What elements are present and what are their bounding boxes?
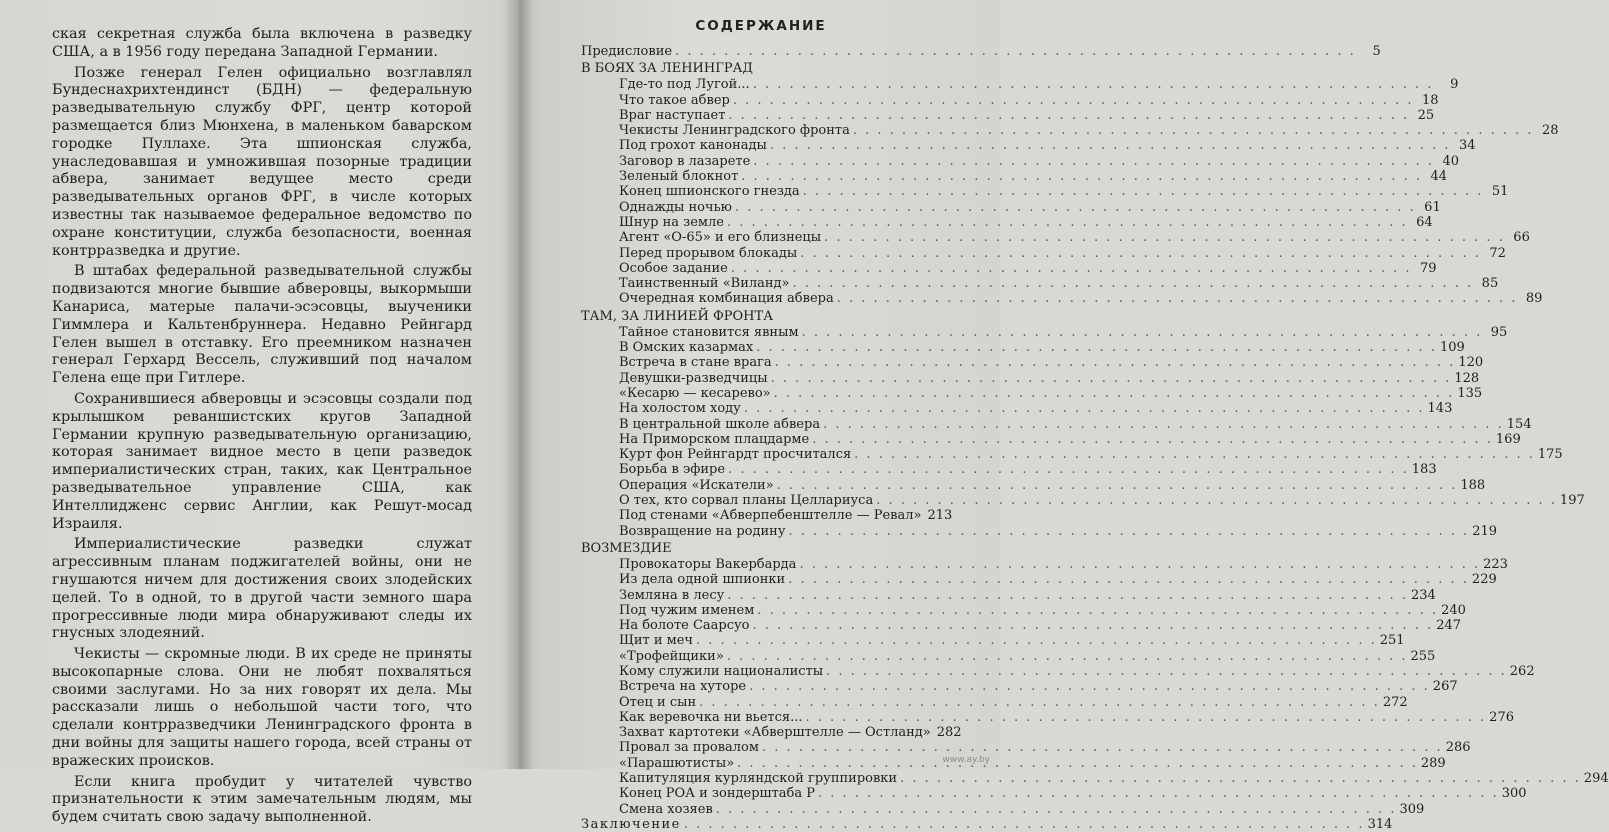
toc-entry-title: «Кесарю — кесарево» bbox=[619, 385, 771, 401]
toc-entry-page: 154 bbox=[1506, 416, 1532, 432]
toc-entry bbox=[581, 324, 1508, 340]
toc-leader-dots bbox=[684, 817, 1365, 832]
toc-entry-page: 66 bbox=[1513, 230, 1530, 246]
toc-entry-title: В центральной школе абвера bbox=[619, 416, 821, 432]
toc-entry-page: 294 bbox=[1583, 771, 1609, 787]
toc-entry-title: Щит и меч bbox=[619, 633, 694, 649]
toc-entry bbox=[581, 169, 1447, 185]
toc-entry-title: Провал за провалом bbox=[619, 740, 759, 756]
toc-entry-page: 9 bbox=[1450, 77, 1459, 93]
paragraph: Если книга пробудит у читателей чувство признательности к этим замечательным людям, мы будем считать свою задачу выполненной. bbox=[52, 773, 472, 826]
toc-entry-title: Встреча на хуторе bbox=[619, 679, 747, 695]
toc-entry bbox=[581, 508, 953, 524]
toc-entry bbox=[581, 138, 1476, 154]
toc-entry-title: Кому служили националисты bbox=[619, 663, 824, 679]
toc-entry bbox=[581, 214, 1433, 230]
toc-entry-page: 234 bbox=[1410, 587, 1436, 603]
toc-leader-dots bbox=[788, 524, 1469, 539]
toc-leader-dots bbox=[756, 340, 1437, 355]
toc-entry-page: 314 bbox=[1367, 816, 1393, 832]
toc-entry bbox=[581, 618, 1462, 634]
paragraph: В штабах федеральной разведывательной службы подвизаются многие бывшие абверовцы, выкормыши Канариса, матерые палачи-эсэсовцы, выученики Гиммлера и Кальтенбруннера. Недавно Рейнгард Гелен вышел в отставку. Его преемником назначен генерал Герхард Вессель, служивший под началом Гелена еще при Гитлере. bbox=[52, 263, 472, 387]
toc-entry-title: Из дела одной шпионки bbox=[619, 572, 786, 588]
toc-entry bbox=[581, 199, 1441, 215]
toc-entry bbox=[581, 801, 1425, 817]
toc-entry bbox=[581, 153, 1459, 169]
toc-leader-dots bbox=[793, 276, 1474, 291]
toc-entry-conclusion bbox=[581, 816, 1393, 832]
toc-entry-page: 251 bbox=[1379, 633, 1405, 649]
toc-entry-page: 44 bbox=[1430, 169, 1447, 185]
toc-entry bbox=[581, 771, 1609, 787]
toc-entry-title: Под чужим именем bbox=[619, 602, 755, 618]
toc-leader-dots bbox=[777, 478, 1458, 493]
toc-entry-title: Шнур на земле bbox=[619, 214, 724, 230]
toc-entry-page: 286 bbox=[1445, 740, 1471, 756]
toc-entry-title: Капитуляция курляндской группировки bbox=[619, 771, 898, 787]
toc-entry bbox=[581, 477, 1486, 493]
toc-leader-dots bbox=[696, 633, 1377, 648]
toc-leader-dots bbox=[727, 215, 1408, 230]
toc-entry-page: 219 bbox=[1472, 523, 1498, 539]
toc-leader-dots bbox=[731, 261, 1412, 276]
toc-entry-title: Конец РОА и зондерштаба Р bbox=[619, 786, 816, 802]
toc-entry-title: Конец шпионского гнезда bbox=[619, 184, 800, 200]
toc-entry bbox=[581, 648, 1436, 664]
toc-entry bbox=[581, 633, 1405, 649]
toc-entry-title: Чекисты Ленинградского фронта bbox=[619, 123, 850, 139]
toc-entry-title: Очередная комбинация абвера bbox=[619, 291, 834, 307]
toc-entry-page: 255 bbox=[1410, 648, 1436, 664]
toc-entry-page: 128 bbox=[1454, 370, 1480, 386]
toc-entry-page: 34 bbox=[1459, 138, 1476, 154]
toc-leader-dots bbox=[741, 169, 1422, 184]
toc-entry-page: 18 bbox=[1422, 92, 1439, 108]
toc-entry-page: 79 bbox=[1420, 260, 1437, 276]
toc-entry-title: Борьба в эфире bbox=[619, 462, 726, 478]
toc-entry bbox=[581, 587, 1436, 603]
toc-entry-title: Операция «Искатели» bbox=[619, 477, 774, 493]
toc-entry-page: 276 bbox=[1489, 709, 1514, 725]
toc-entry-title: Под грохот канонады bbox=[619, 138, 767, 154]
toc-entry bbox=[581, 556, 1508, 572]
toc-entry-page: 85 bbox=[1481, 276, 1499, 292]
toc-entry-title: Курт фон Рейнгардт просчитался bbox=[619, 447, 852, 463]
toc-entry-title: Захват картотеки «Абверштелле — Остланд» bbox=[619, 725, 931, 741]
toc-entry-title: Особое задание bbox=[619, 260, 728, 276]
toc-entry-title: Перед прорывом блокады bbox=[619, 245, 798, 261]
toc-entry bbox=[581, 291, 1543, 307]
toc-entry-page: 262 bbox=[1509, 663, 1535, 679]
toc-entry-page: 64 bbox=[1416, 214, 1433, 230]
toc-entry bbox=[581, 77, 1459, 93]
toc-entry-page: 229 bbox=[1471, 572, 1497, 588]
toc-leader-dots bbox=[770, 138, 1451, 153]
toc-entry bbox=[581, 523, 1498, 539]
toc-entry bbox=[581, 230, 1530, 246]
toc-entry-page: 143 bbox=[1427, 401, 1453, 417]
toc-section-heading: В БОЯХ ЗА ЛЕНИНГРАД bbox=[581, 61, 753, 77]
toc-entry-page: 51 bbox=[1491, 184, 1509, 200]
toc-leader-dots bbox=[900, 771, 1581, 786]
watermark: www.ay.by bbox=[942, 755, 990, 765]
toc-entry bbox=[581, 572, 1497, 588]
toc-entry bbox=[581, 447, 1563, 463]
toc-entry bbox=[581, 462, 1437, 478]
toc-leader-dots bbox=[800, 246, 1481, 261]
toc-entry-page: 5 bbox=[1372, 44, 1381, 59]
toc-entry bbox=[581, 340, 1465, 356]
toc-entry-page: 135 bbox=[1457, 385, 1483, 401]
toc-entry-title: Что такое абвер bbox=[619, 92, 730, 108]
toc-entry-page: 25 bbox=[1417, 107, 1435, 123]
paragraph: ская секретная служба была включена в разведку США, а в 1956 году передана Западной Германии. bbox=[52, 26, 472, 60]
toc-leader-dots bbox=[824, 230, 1505, 245]
toc-entry-title: «Трофейщики» bbox=[619, 648, 724, 664]
toc-entry-page: 272 bbox=[1382, 694, 1408, 710]
toc-entry bbox=[581, 431, 1521, 447]
toc-entry-title: Где-то под Лугой... bbox=[619, 77, 750, 93]
toc-leader-dots bbox=[774, 386, 1455, 401]
toc-entry-page: 188 bbox=[1460, 477, 1486, 493]
toc-entry-title: Как веревочка ни вьется... bbox=[619, 709, 803, 725]
toc-leader-dots bbox=[812, 432, 1493, 447]
toc-leader-dots bbox=[757, 603, 1438, 618]
toc-title: СОДЕРЖАНИЕ bbox=[695, 18, 827, 34]
toc-leader-dots bbox=[733, 93, 1414, 108]
toc-section-heading: ТАМ, ЗА ЛИНИЕЙ ФРОНТА bbox=[581, 308, 774, 324]
toc-entry-page: 197 bbox=[1559, 493, 1585, 509]
toc-leader-dots bbox=[727, 588, 1408, 603]
toc-leader-dots bbox=[771, 371, 1452, 386]
toc-entry-title: Отец и сын bbox=[619, 694, 697, 710]
toc-entry-page: 72 bbox=[1489, 245, 1506, 261]
toc-entry-title: Предисловие bbox=[581, 44, 673, 59]
toc-entry bbox=[581, 276, 1499, 292]
toc-entry-title: Однажды ночью bbox=[619, 199, 733, 215]
toc-entry-title: О тех, кто сорвал планы Целлариуса bbox=[619, 493, 874, 509]
toc-entry-page: 169 bbox=[1495, 431, 1521, 447]
toc-entry bbox=[581, 663, 1535, 679]
toc-entry-title: Враг наступает bbox=[619, 107, 726, 123]
toc-entry bbox=[581, 107, 1435, 123]
toc-leader-dots bbox=[799, 557, 1480, 572]
toc-entry bbox=[581, 92, 1439, 108]
toc-leader-dots bbox=[749, 679, 1430, 694]
paragraph: Империалистические разведки служат агрессивным планам поджигателей войны, они не гнушаются ничем для достижения своих злодейских целей. То в одной, то в другой части земного шара прогрессивные люди мира обнаруживают следы их гнусных злодеяний. bbox=[52, 536, 472, 642]
toc-entry bbox=[581, 260, 1437, 276]
toc-leader-dots bbox=[735, 200, 1416, 215]
toc-entry bbox=[581, 123, 1559, 139]
toc-leader-dots bbox=[788, 572, 1469, 587]
toc-entry bbox=[581, 679, 1458, 695]
toc-entry-title: Смена хозяев bbox=[619, 801, 713, 817]
left-page bbox=[52, 26, 472, 827]
toc-section-heading: ВОЗМЕЗДИЕ bbox=[581, 540, 672, 556]
toc-entry bbox=[581, 709, 1514, 725]
toc-entry-page: 109 bbox=[1439, 340, 1465, 356]
toc-leader-dots bbox=[753, 154, 1434, 169]
toc-entry-title: Девушки-разведчицы bbox=[619, 370, 768, 386]
toc-entry-page: 95 bbox=[1490, 324, 1508, 340]
toc-entry-title: «Парашютисты» bbox=[619, 755, 735, 771]
toc-leader-dots bbox=[854, 447, 1535, 462]
toc-leader-dots bbox=[775, 355, 1456, 370]
toc-leader-dots bbox=[753, 77, 1434, 92]
toc-leader-dots bbox=[876, 493, 1557, 508]
book-gutter bbox=[505, 0, 533, 769]
toc-leader-dots bbox=[728, 462, 1409, 477]
toc-entry-page: 289 bbox=[1420, 755, 1446, 771]
toc-entry-title: На болоте Саарсуо bbox=[619, 618, 750, 634]
toc-entry-title: Таинственный «Виланд» bbox=[619, 276, 790, 292]
toc-entry-title: Тайное становится явным bbox=[619, 324, 799, 340]
toc-entry bbox=[581, 370, 1480, 386]
toc-leader-dots bbox=[823, 417, 1504, 432]
toc-leader-dots bbox=[802, 325, 1483, 340]
toc-leader-dots bbox=[699, 695, 1380, 710]
toc-entry bbox=[581, 245, 1506, 261]
toc-entry bbox=[581, 786, 1527, 802]
toc-entry-page: 247 bbox=[1436, 618, 1462, 634]
paragraph: Чекисты — скромные люди. В их среде не приняты высокопарные слова. Они не любят похваляться своими заслугами. Но за них говорят их дела. Мы рассказали лишь о небольшой части того, что сделали контрразведчики Ленинградского фронта в дни войны для защиты нашего города, всей страны от вражеских происков. bbox=[52, 646, 472, 769]
toc-entry-page: 183 bbox=[1411, 462, 1437, 478]
toc-entry-page: 267 bbox=[1432, 679, 1458, 695]
toc-entry bbox=[581, 493, 1585, 509]
toc-leader-dots bbox=[803, 184, 1484, 199]
toc-leader-dots bbox=[762, 740, 1443, 755]
toc-entry-page: 175 bbox=[1537, 447, 1563, 463]
toc-entry-title: В Омских казармах bbox=[619, 340, 754, 356]
toc-leader-dots bbox=[805, 710, 1486, 725]
toc-entry-title: На Приморском плацдарме bbox=[619, 431, 810, 447]
toc-leader-dots bbox=[826, 664, 1507, 679]
toc-entry-page: 300 bbox=[1501, 786, 1527, 802]
paragraph: Сохранившиеся абверовцы и эсэсовцы создали под крылышком реваншистских кругов Западной Германии крупную разведывательную организацию, которая занимает видное место в цепи разведок империалистических стран, таких, как Центральное разведывательное управление США, как Интеллидженс сервис Англии, как Решут-мосад Израиля. bbox=[52, 390, 472, 532]
toc-leader-dots bbox=[716, 802, 1397, 817]
toc-entry-title: Возвращение на родину bbox=[619, 523, 786, 539]
toc-entry-page: 223 bbox=[1483, 556, 1508, 572]
toc-entry bbox=[581, 416, 1532, 432]
toc-entry bbox=[581, 602, 1466, 618]
toc-entry-title: Провокаторы Вакербарда bbox=[619, 556, 797, 572]
toc-entry bbox=[581, 385, 1483, 401]
toc-entry-page: 120 bbox=[1458, 355, 1484, 371]
toc-entry-title: Заключение bbox=[581, 816, 681, 832]
toc-entry-page: 240 bbox=[1441, 602, 1466, 618]
toc-entry-page: 89 bbox=[1525, 291, 1543, 307]
paragraph: Позже генерал Гелен официально возглавлял Бундеснахрихтендинст (БДН) — федеральную разведывательную службу ФРГ, центр которой размещается близ Мюнхена, в маленьком баварском городке Пуллахе. Эта шпионская служба, унаследовавшая и умножившая позорные традиции абвера, занимает ведущее место среди разведывательных органов ФРГ, в числе которых известны так называемое федеральное ведомство по охране конституции, служба безопасности, военная контрразведка и другие. bbox=[52, 64, 472, 259]
toc-leader-dots bbox=[837, 291, 1518, 306]
toc-leader-dots bbox=[737, 756, 1418, 771]
toc-entry-page: 40 bbox=[1442, 153, 1459, 169]
toc-entry bbox=[581, 184, 1509, 200]
toc-entry-page: 282 bbox=[936, 725, 962, 741]
toc-entry-page: 61 bbox=[1424, 199, 1441, 215]
toc-leader-dots bbox=[727, 649, 1408, 664]
toc-leader-dots bbox=[853, 123, 1534, 138]
toc-entry-page: 309 bbox=[1399, 801, 1425, 817]
toc-entry bbox=[581, 725, 962, 741]
toc-entry bbox=[581, 401, 1453, 417]
toc-entry-title: Заговор в лазарете bbox=[619, 153, 751, 169]
toc-leader-dots bbox=[753, 618, 1434, 633]
toc-leader-dots bbox=[744, 401, 1425, 416]
toc-entry-preface bbox=[581, 44, 1381, 59]
toc-entry-title: Встреча в стане врага bbox=[619, 355, 772, 371]
toc-entry-title: Под стенами «Абверпебенштелле — Ревал» bbox=[619, 508, 922, 524]
toc-entry-title: Агент «О-65» и его близнецы bbox=[619, 230, 822, 246]
toc-entry bbox=[581, 355, 1484, 371]
toc-leader-dots bbox=[675, 44, 1356, 59]
toc-entry-title: Зеленый блокнот bbox=[619, 169, 739, 185]
toc-entry bbox=[581, 740, 1471, 756]
toc-entry-title: Земляна в лесу bbox=[619, 587, 725, 603]
toc-leader-dots bbox=[818, 786, 1499, 801]
toc-entry-page: 28 bbox=[1542, 123, 1559, 139]
toc-entry-page: 213 bbox=[927, 508, 953, 524]
toc-entry bbox=[581, 694, 1408, 710]
toc-entry-title: На холостом ходу bbox=[619, 401, 741, 417]
toc-leader-dots bbox=[728, 108, 1409, 123]
